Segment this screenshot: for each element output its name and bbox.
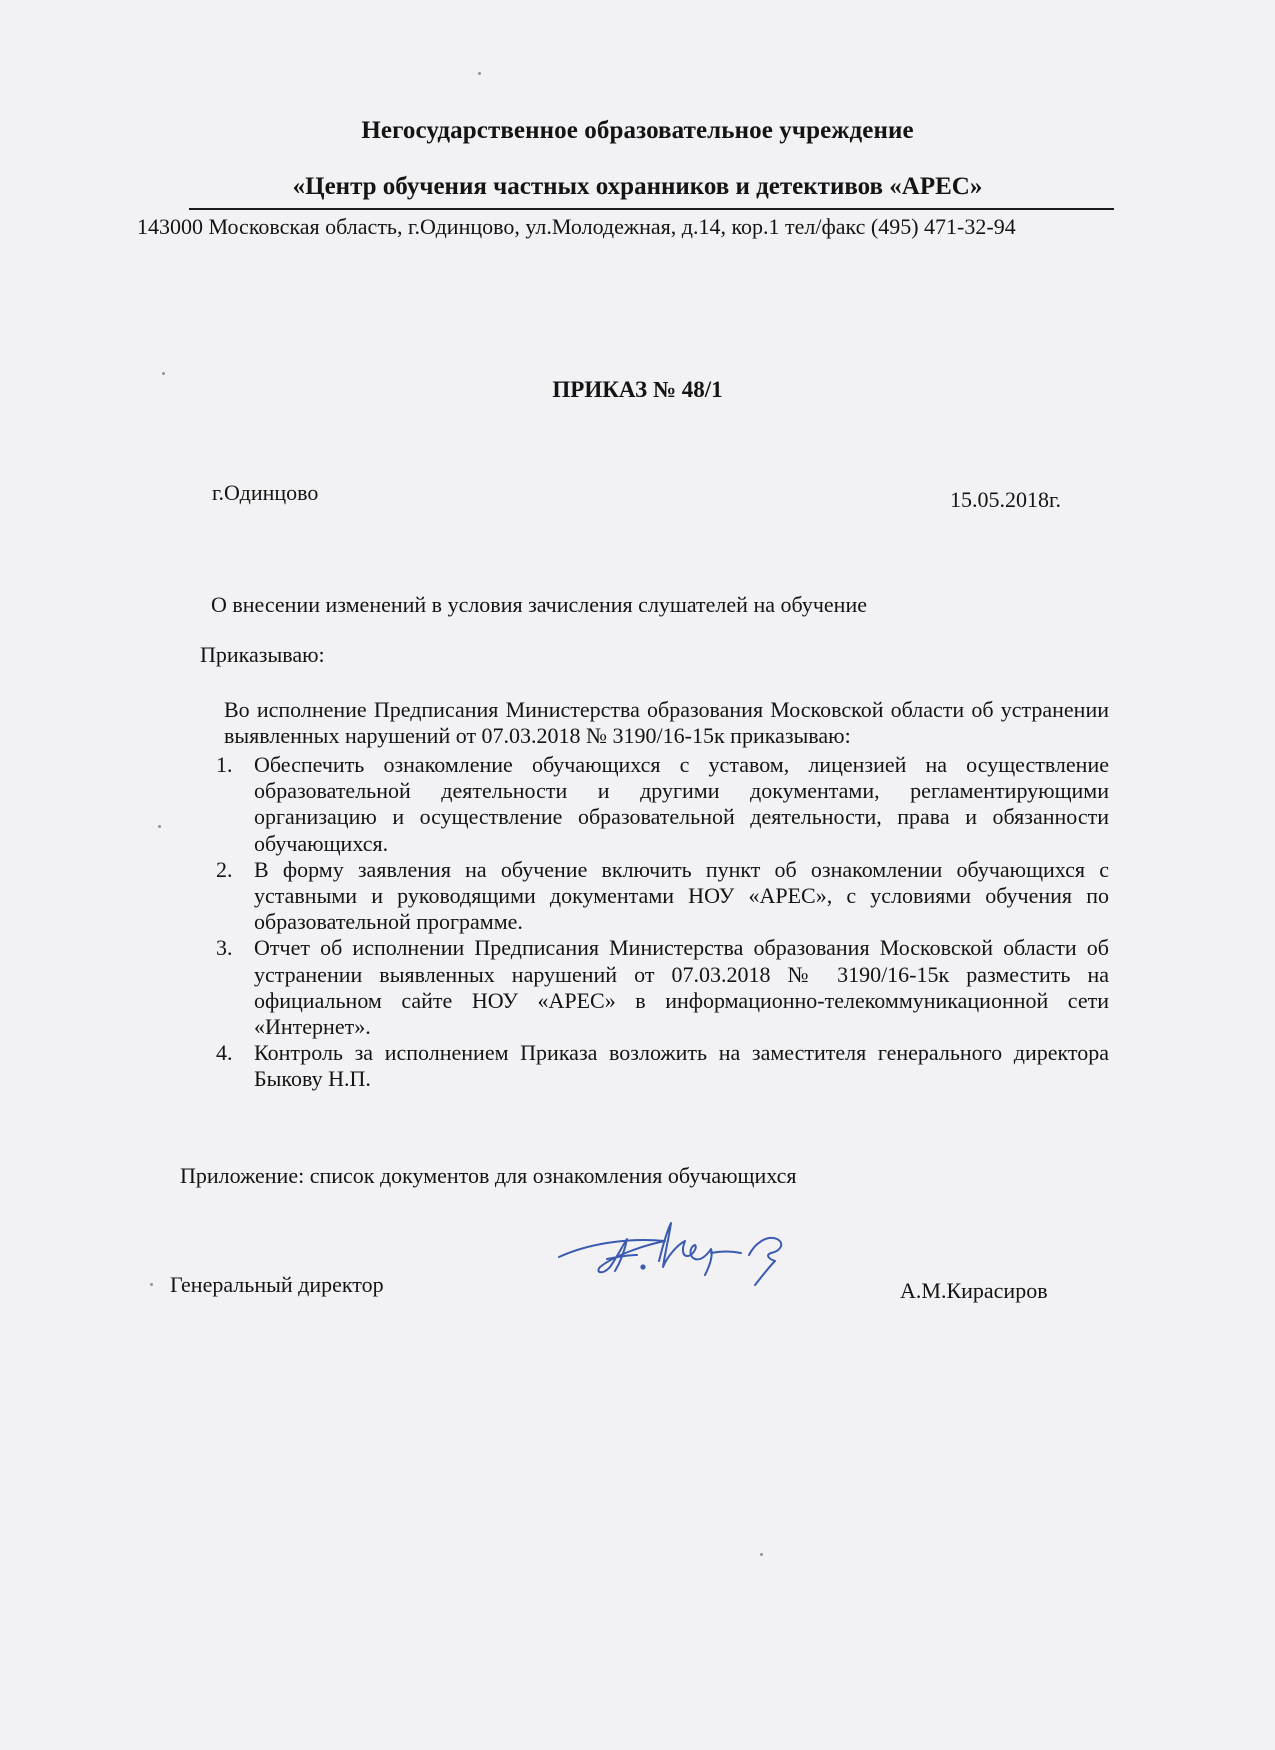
organization-type: Негосударственное образовательное учреждение (361, 117, 914, 144)
scan-speck (158, 825, 161, 828)
order-item-text: Обеспечить ознакомление обучающихся с уставом, лицензией на осуществление образовательной деятельности и другими документами, регламентирующими организацию и осуществление образовательной деятельности, права и обязанности обучающихся. (254, 752, 1109, 856)
order-items-list (216, 752, 1109, 1093)
signature-icon (555, 1215, 815, 1290)
scan-speck (162, 372, 165, 375)
scan-speck (478, 72, 481, 75)
order-subject: О внесении изменений в условия зачисления слушателей на обучение (211, 592, 867, 617)
order-preamble: Во исполнение Предписания Министерства образования Московской области об устранении выявленных нарушений от 07.03.2018 № 3190/16-15к приказываю: (224, 697, 1109, 748)
order-item (216, 935, 1109, 1040)
director-title: Генеральный директор (170, 1272, 384, 1297)
director-name: А.М.Кирасиров (900, 1278, 1048, 1303)
organization-title: «Центр обучения частных охранников и детективов «АРЕС» (292, 173, 983, 200)
scan-speck (760, 1553, 763, 1556)
order-directive-word: Приказываю: (200, 642, 325, 667)
order-title: ПРИКАЗ № 48/1 (552, 377, 723, 402)
organization-address: 143000 Московская область, г.Одинцово, ул.Молодежная, д.14, кор.1 тел/факс (495) 471-32-94 (137, 214, 1016, 239)
order-item-number: 4. (216, 1040, 233, 1066)
order-appendix: Приложение: список документов для ознакомления обучающихся (180, 1163, 797, 1188)
order-item (216, 1040, 1109, 1092)
order-city: г.Одинцово (212, 480, 319, 505)
order-item-text: Контроль за исполнением Приказа возложить на заместителя генерального директора Быкову Н.П. (254, 1040, 1109, 1092)
order-item-text: Отчет об исполнении Предписания Министерства образования Московской области об устранении выявленных нарушений от 07.03.2018 № 3190/16-15к разместить на официальном сайте НОУ «АРЕС» в информационно-телекоммуникационной сети «Интернет». (254, 935, 1109, 1040)
order-item-number: 1. (216, 752, 233, 777)
header-divider (189, 208, 1114, 210)
order-item (216, 857, 1109, 936)
order-item (216, 752, 1109, 857)
order-item-text: В форму заявления на обучение включить пункт об ознакомлении обучающихся с уставными и руководящими документами НОУ «АРЕС», с условиями обучения по образовательной программе. (254, 856, 1109, 935)
scan-speck (150, 1283, 153, 1286)
order-item-number: 3. (216, 935, 233, 961)
order-date: 15.05.2018г. (950, 487, 1062, 512)
order-item-number: 2. (216, 856, 233, 882)
